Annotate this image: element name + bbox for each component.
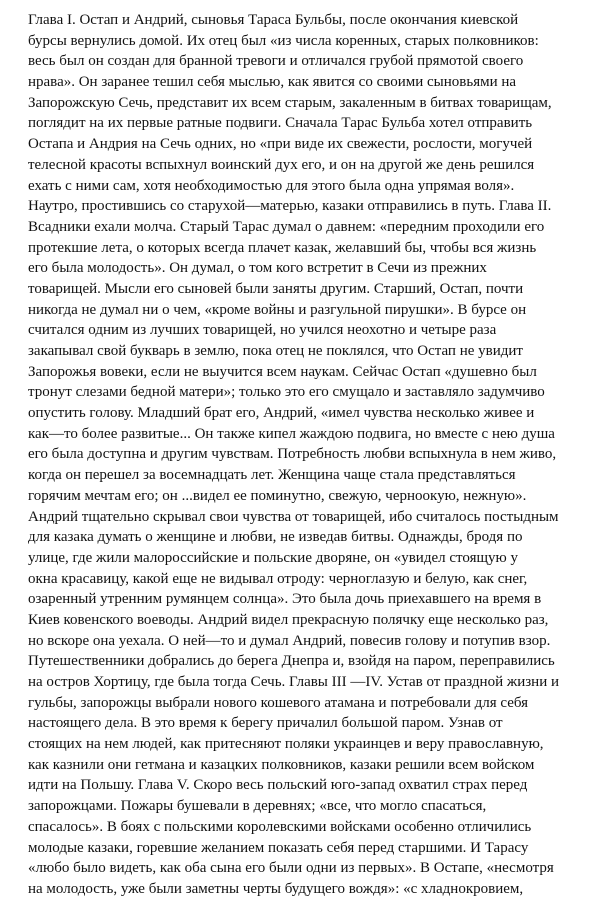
text-line: его была доступна и другим чувствам. Потребность любви вспыхнула в нем живо, — [28, 446, 557, 463]
text-line: озаренный утренним румянцем солнца». Это была дочь приехавшего на время в — [28, 591, 542, 608]
text-line: как—то более развитые... Он также кипел жаждою подвига, но вместе с нею душа — [28, 425, 555, 442]
text-line: идти на Польшу. Глава V. Скоро весь польский юго-запад охватил страх перед — [28, 777, 528, 794]
text-line: закапывал свой букварь в землю, пока отец не поклялся, что Остап не увидит — [28, 343, 523, 359]
text-line: но вскоре она уехала. О ней—то и думал Андрий, повесив голову и потупив взор. — [28, 632, 551, 649]
text-line: его была молодость». Он думал, о том кого встретит в Сечи из прежних — [28, 260, 487, 277]
text-line: гульбы, запорожцы выбрали нового кошевого атамана и потребовали для себя — [28, 694, 529, 711]
text-line: товарищей. Мысли его сыновей были заняты другим. Старший, Остап, почти — [28, 280, 524, 297]
text-line: на остров Хортицу, где была тогда Сечь. Главы III —IV. Устав от праздной жизни и — [28, 674, 560, 690]
text-line: считался одним из лучших товарищей, но учился неохотно и четыре раза — [28, 322, 497, 339]
text-line: «любо было видеть, как оба сына его были одни из первых». В Остапе, «несмотря — [28, 860, 554, 877]
text-line: Андрий тщательно скрывал свои чувства от товарищей, ибо считалось постыдным — [28, 508, 559, 525]
text-line: на молодость, уже были заметны черты будущего вождя»: «с хладнокровием, — [28, 880, 524, 897]
text-line: когда он перешел за восемнадцать лет. Женщина чаще стала представляться — [28, 467, 516, 484]
text-line: никогда не думал ни о чем, «кроме войны и разгульной пирушки». В бурсе он — [28, 301, 527, 318]
document-text-body — [28, 10, 560, 900]
text-line: Остапа и Андрия на Сечь одних, но «при виде их свежести, рослости, могучей — [28, 136, 533, 153]
text-line: бурсы вернулись домой. Их отец был «из числа коренных, старых полковников: — [28, 32, 539, 49]
text-line: весь был он создан для бранной тревоги и отличался грубой прямотой своего — [28, 53, 524, 70]
text-line: тронут слезами бедной матери»; только это его смущало и заставляло задумчиво — [28, 384, 545, 401]
text-line: молодые казаки, горевшие желанием показать себя перед старшими. И Тарасу — [28, 839, 529, 856]
text-line: стоящих на нем людей, как притесняют поляки украинцев и веру православную, — [28, 736, 544, 753]
text-line: Всадники ехали молча. Старый Тарас думал о давнем: «передним проходили его — [28, 218, 545, 235]
text-line: Запорожскую Сечь, представит их всем старым, закаленным в битвах товарищам, — [28, 94, 552, 111]
text-line: опустить голову. Младший брат его, Андрий, «имел чувства несколько живее и — [28, 405, 535, 422]
text-line: Киев ковенского воеводы. Андрий видел прекрасную полячку еще несколько раз, — [28, 611, 549, 628]
text-line: запорожцами. Пожары бушевали в деревнях; «все, что могло спасаться, — [28, 798, 487, 815]
text-line: поглядит на их первые ратные подвиги. Сначала Тарас Бульба хотел отправить — [28, 115, 533, 132]
text-line: Путешественники добрались до берега Днепра и, взойдя на паром, переправились — [28, 653, 555, 670]
text-line: Запорожья вовеки, если не выучится всем наукам. Сейчас Остап «душевно был — [28, 363, 537, 380]
text-line: телесной красоты вспыхнул воинский дух его, и он на другой же день решился — [28, 156, 535, 173]
text-line: как казнили они гетмана и казацких полковников, казаки решили всем войском — [28, 756, 535, 773]
text-line: Наутро, простившись со старухой—матерью, казаки отправились в путь. Глава II. — [28, 198, 552, 215]
text-line: ехать с ними сам, хотя необходимостью для этого была одна упрямая воля». — [28, 177, 515, 194]
text-line: улице, где жили малороссийские и польские дворяне, он «увидел стоящую у — [28, 549, 518, 566]
text-line: настоящего дела. В это время к берегу причалил большой паром. Узнав от — [28, 715, 503, 732]
text-line: горячим мечтам его; он ...видел ее поминутно, свежую, черноокую, нежную». — [28, 487, 527, 504]
text-line: протекшие лета, о которых всегда плачет казак, желавший бы, чтобы вся жизнь — [28, 239, 537, 256]
text-line: окна красавицу, какой еще не видывал отроду: черноглазую и белую, как снег, — [28, 570, 528, 587]
text-line: спасалось». В боях с польскими королевскими войсками особенно отличились — [28, 818, 532, 835]
text-line: Глава I. Остап и Андрий, сыновья Тараса Бульбы, после окончания киевской — [28, 12, 519, 28]
text-line: для казака думать о женщине и любви, не изведав битвы. Однажды, бродя по — [28, 529, 523, 546]
text-line: нрава». Он заранее тешил себя мыслью, как явится со своими сыновьями на — [28, 74, 517, 91]
